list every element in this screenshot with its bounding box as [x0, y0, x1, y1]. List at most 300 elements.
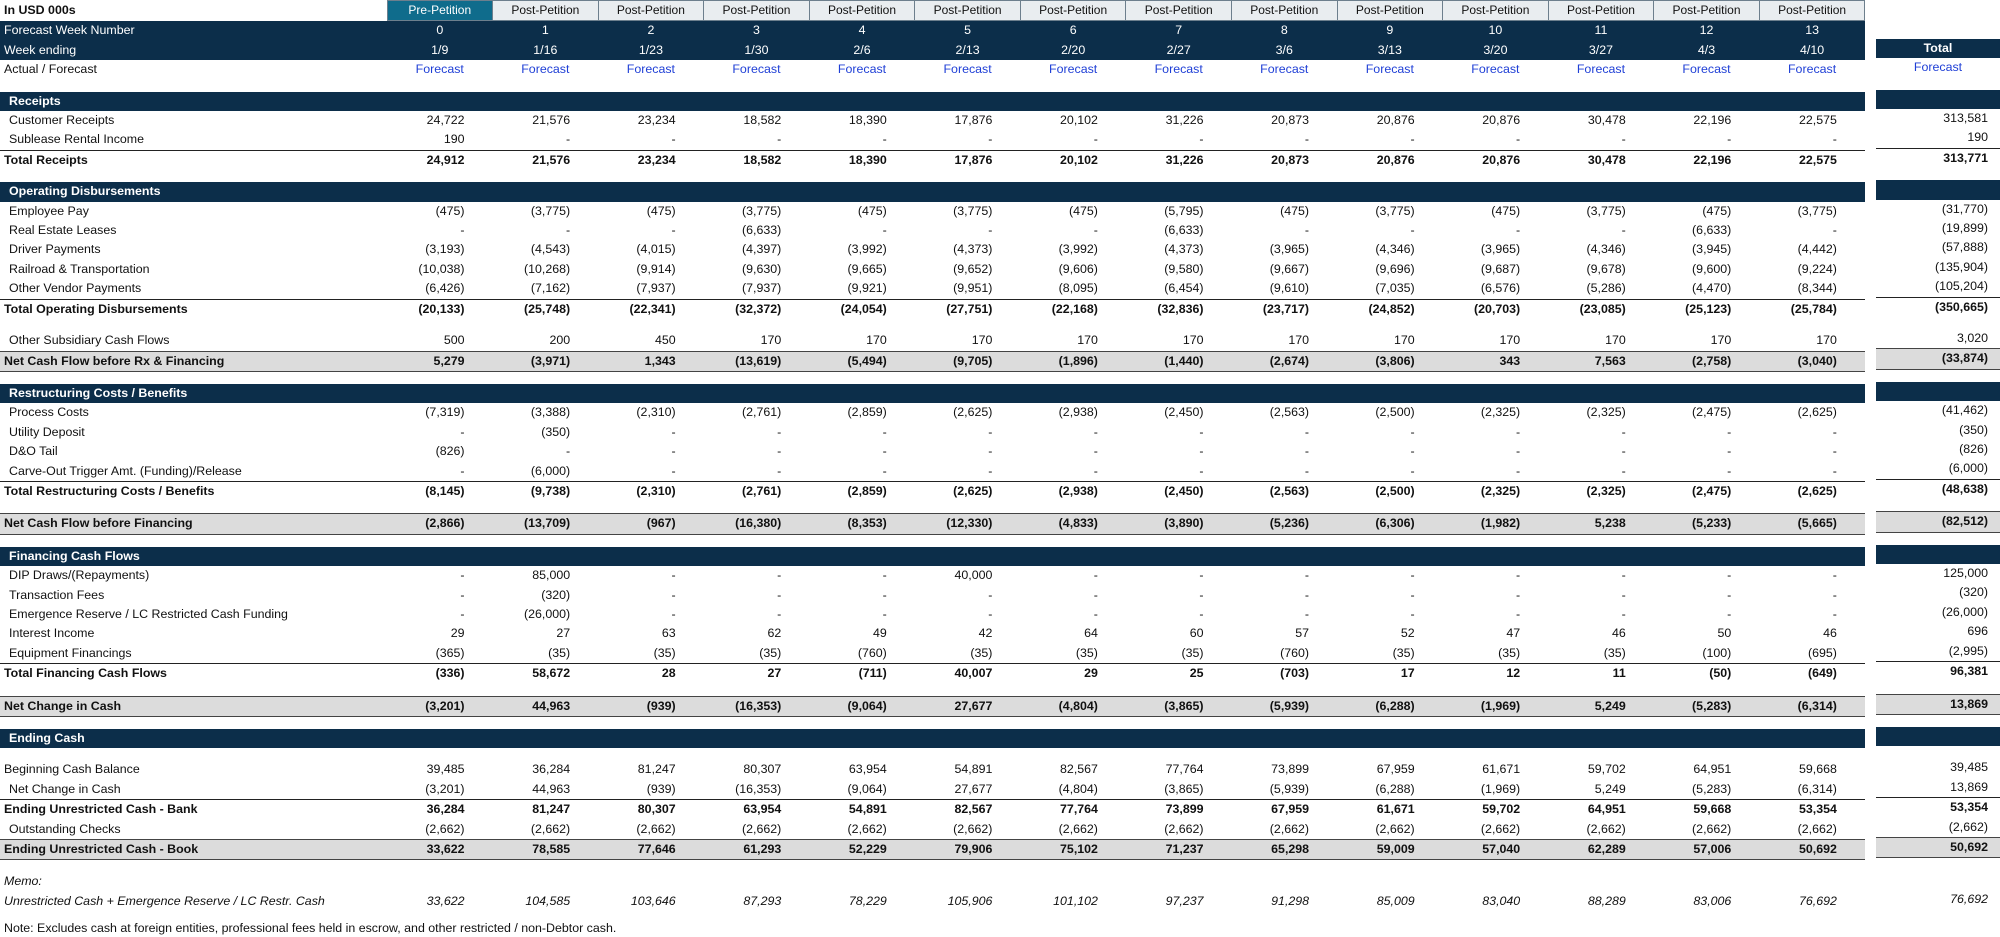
line-item-value: 31,226 [1165, 113, 1204, 128]
line-item-value: 200 [549, 333, 571, 348]
line-item-value: - [1727, 606, 1732, 621]
total-cell-row [1876, 758, 2000, 777]
week-number: 2 [598, 21, 704, 41]
line-item-value: - [988, 444, 993, 459]
line-item-value: (4,397) [741, 242, 782, 257]
section-title: Ending Cash [0, 729, 387, 748]
line-item-value: - [1727, 587, 1732, 602]
line-item-value: - [1093, 444, 1098, 459]
line-item-value: (3,775) [530, 203, 571, 218]
line-item-value: (2,625) [915, 481, 1021, 501]
line-item-value: - [565, 223, 571, 238]
line-item-value: (2,662) [1586, 821, 1626, 836]
line-item-value: 85,009 [1376, 893, 1415, 908]
period-status: Post-Petition [598, 1, 704, 21]
spacer-cell [0, 501, 1865, 514]
week-ending: 2/20 [1020, 41, 1126, 60]
line-item-value: - [777, 606, 782, 621]
line-item-value: (4,804) [1020, 696, 1126, 716]
line-item-value: - [1199, 568, 1204, 583]
line-item-value: - [460, 223, 465, 238]
spacer-cell [0, 860, 1865, 873]
line-item-value: 7,563 [1548, 351, 1654, 371]
line-item-value [915, 384, 1021, 403]
line-item-value: - [1199, 587, 1204, 602]
line-item-value: (2,625) [953, 405, 993, 420]
line-item-value: 82,567 [1060, 762, 1098, 777]
total-cell-row [1876, 727, 2000, 746]
line-item-value: (475) [1280, 203, 1310, 218]
week-number: 3 [704, 21, 810, 41]
line-item-label: Net Cash Flow before Rx & Financing [0, 351, 387, 371]
line-item-value [1337, 872, 1443, 891]
line-item-row [0, 111, 1865, 130]
line-item-value: 170 [1710, 333, 1732, 348]
week-number: 12 [1654, 21, 1760, 41]
line-item-row [0, 872, 1865, 891]
line-item-value: 170 [1816, 333, 1837, 348]
line-item-value: (3,388) [530, 405, 571, 420]
line-item-value: 30,478 [1587, 113, 1626, 128]
line-item-value: - [1093, 587, 1098, 602]
line-item-value: (7,162) [530, 281, 571, 296]
line-item-total: (57,888) [1941, 240, 1988, 255]
line-item-label: Employee Pay [9, 203, 89, 218]
line-item-value: 22,575 [1759, 150, 1865, 170]
line-item-value: - [1410, 223, 1415, 238]
line-item-value: - [1093, 568, 1098, 583]
line-item-value: 21,576 [493, 150, 599, 170]
line-item-value: (3,775) [741, 203, 782, 218]
line-item-value: - [1621, 444, 1626, 459]
line-item-value: 65,298 [1232, 840, 1338, 860]
line-item-value: (8,344) [1797, 281, 1837, 296]
line-item-value: (2,625) [1797, 405, 1837, 420]
line-item-value: 40,000 [954, 568, 993, 583]
total-cell-row [1876, 778, 2000, 798]
line-item-total: (826) [1959, 442, 1988, 457]
line-item-value: (9,951) [953, 281, 993, 296]
line-item-value: - [1304, 223, 1310, 238]
total-cell-row [1876, 148, 2000, 168]
line-item-value: 33,622 [426, 893, 465, 908]
line-item-label: Transaction Fees [9, 587, 105, 602]
spacer-cell [1876, 858, 2000, 871]
line-item-value: (5,494) [809, 351, 915, 371]
line-item-value [1759, 182, 1865, 201]
line-item-value: - [1304, 444, 1310, 459]
line-item-value: (2,761) [704, 481, 810, 501]
line-item-value: 170 [971, 333, 993, 348]
spacer-row [0, 534, 1865, 547]
line-item-value: (20,133) [387, 299, 493, 319]
period-status: Post-Petition [915, 1, 1021, 21]
line-item-total: 96,381 [1876, 662, 2000, 682]
line-item-value: 17,876 [915, 150, 1021, 170]
line-item-value: (2,758) [1654, 351, 1760, 371]
line-item-total: 13,869 [1950, 779, 1988, 794]
period-status: Post-Petition [1654, 1, 1760, 21]
period-status: Post-Petition [704, 1, 810, 21]
line-item-value: 25 [1126, 664, 1232, 684]
line-item-row [0, 892, 1865, 911]
line-item-value: (9,064) [809, 696, 915, 716]
period-status: Post-Petition [493, 1, 599, 21]
line-item-value [1126, 729, 1232, 748]
line-item-value: (9,606) [1058, 261, 1098, 276]
line-item-value [1548, 384, 1654, 403]
actual-forecast: Forecast [1787, 62, 1837, 77]
total-cell-row [1876, 564, 2000, 583]
line-item-row [0, 260, 1865, 279]
actual-forecast-label: Actual / Forecast [4, 62, 97, 77]
line-item-row [0, 351, 1865, 371]
total-cell-row [1876, 168, 2000, 180]
spacer-row [0, 684, 1865, 697]
line-item-row [0, 442, 1865, 461]
week-number: 7 [1126, 21, 1232, 41]
line-item-value: - [1832, 444, 1837, 459]
line-item-value: 77,764 [1020, 800, 1126, 820]
line-item-value: (22,341) [598, 299, 704, 319]
spacer-cell [1876, 532, 2000, 545]
line-item-value: - [1410, 568, 1415, 583]
total-cell-row [1876, 682, 2000, 695]
line-item-value: 50,692 [1759, 840, 1865, 860]
line-item-value: (365) [435, 645, 465, 660]
line-item-value: 78,229 [848, 893, 887, 908]
line-item-total: 3,020 [1956, 331, 1988, 346]
line-item-value: 170 [866, 333, 887, 348]
line-item-value [704, 872, 810, 891]
actual-forecast: Forecast [1154, 62, 1203, 77]
line-item-value: - [882, 444, 887, 459]
line-item-value: - [1093, 463, 1098, 478]
line-item-value: (2,563) [1269, 405, 1310, 420]
line-item-value: 104,585 [525, 893, 571, 908]
line-item-value [1337, 547, 1443, 566]
spacer-cell [0, 684, 1865, 697]
line-item-value: (2,625) [1759, 481, 1865, 501]
line-item-value [1548, 872, 1654, 891]
line-item-label: Equipment Financings [9, 645, 132, 660]
line-item-value [1654, 92, 1760, 111]
line-item-total [1876, 727, 2000, 746]
line-item-label: Utility Deposit [9, 424, 85, 439]
line-item-value: (5,236) [1232, 514, 1338, 534]
line-item-value: (9,610) [1269, 281, 1310, 296]
line-item-value: 59,702 [1587, 762, 1626, 777]
line-item-value: - [1727, 463, 1732, 478]
line-item-value: 18,390 [809, 150, 915, 170]
line-item-value: (9,667) [1269, 261, 1310, 276]
line-item-value [1443, 182, 1549, 201]
line-item-total: 76,692 [1950, 891, 1988, 906]
line-item-value: (22,168) [1020, 299, 1126, 319]
line-item-value: 81,247 [637, 762, 676, 777]
week-ending: 3/27 [1548, 41, 1654, 60]
line-item-value: 18,582 [704, 150, 810, 170]
spacer-cell [1876, 714, 2000, 727]
line-item-value: (3,865) [1164, 781, 1204, 796]
line-item-value: - [1410, 132, 1415, 147]
line-item-value: (24,852) [1337, 299, 1443, 319]
line-item-value: - [777, 132, 782, 147]
line-item-value [1654, 547, 1760, 566]
total-cell-row [1876, 440, 2000, 459]
line-item-value: (5,939) [1269, 781, 1310, 796]
total-cell-row [1876, 603, 2000, 622]
line-item-value: (6,633) [1164, 223, 1204, 238]
line-item-value: (3,806) [1337, 351, 1443, 371]
line-item-value [809, 729, 915, 748]
line-item-value [493, 92, 599, 111]
period-status: Post-Petition [1020, 1, 1126, 21]
line-item-value [915, 547, 1021, 566]
line-item-value: 91,298 [1271, 893, 1310, 908]
line-item-value: - [1093, 223, 1098, 238]
line-item-value: (3,992) [1058, 242, 1098, 257]
line-item-value: (3,193) [425, 242, 465, 257]
week-number: 11 [1548, 21, 1654, 41]
week-number: 6 [1020, 21, 1126, 41]
line-item-value: 21,576 [532, 113, 571, 128]
total-cell-row [1876, 798, 2000, 818]
line-item-value: 79,906 [915, 840, 1021, 860]
line-item-total: (350,665) [1876, 297, 2000, 317]
line-item-value: - [460, 568, 465, 583]
line-item-value: (5,939) [1232, 696, 1338, 716]
total-header: Total [1876, 39, 2000, 58]
line-item-value: 20,876 [1443, 150, 1549, 170]
actual-forecast: Forecast [1576, 62, 1626, 77]
line-item-value: (2,325) [1480, 405, 1521, 420]
week-ending-label: Week ending [0, 41, 387, 60]
line-item-value: (4,015) [636, 242, 676, 257]
line-item-value: 52,229 [809, 840, 915, 860]
spacer-row [0, 501, 1865, 514]
line-item-value: 17,876 [954, 113, 993, 128]
line-item-value: - [882, 568, 887, 583]
line-item-value: (8,095) [1058, 281, 1098, 296]
line-item-value: - [1621, 424, 1626, 439]
line-item-total: (135,904) [1934, 259, 1988, 274]
line-item-label: Net Change in Cash [0, 696, 387, 716]
line-item-value: - [777, 444, 782, 459]
line-item-value: (3,965) [1269, 242, 1310, 257]
total-cell-row [1876, 349, 2000, 369]
line-item-value [1443, 729, 1549, 748]
line-item-value: 29 [1020, 664, 1126, 684]
spacer-row [0, 170, 1865, 182]
line-item-value: - [1621, 463, 1626, 478]
spacer-cell [0, 534, 1865, 547]
line-item-value: (3,201) [387, 696, 493, 716]
line-item-value: (6,576) [1480, 281, 1521, 296]
spacer-row [0, 319, 1865, 331]
line-item-value: 58,672 [493, 664, 599, 684]
line-item-value: 190 [443, 132, 465, 147]
line-item-value [387, 729, 493, 748]
total-cell-row [1876, 277, 2000, 297]
line-item-value: (4,470) [1692, 281, 1732, 296]
line-item-total: (19,899) [1941, 221, 1988, 235]
line-item-value: (760) [857, 645, 887, 660]
line-item-value: 5,249 [1548, 696, 1654, 716]
line-item-total: 39,485 [1950, 760, 1988, 775]
line-item-value: (2,938) [1020, 481, 1126, 501]
line-item-value [704, 182, 810, 201]
line-item-value: 52 [1400, 626, 1415, 641]
line-item-value: - [1832, 463, 1837, 478]
line-item-value: 36,284 [532, 762, 571, 777]
line-item-value: (7,937) [741, 281, 782, 296]
line-item-value: (475) [1491, 203, 1521, 218]
line-item-value: 28 [598, 664, 704, 684]
line-item-value: (4,373) [953, 242, 993, 257]
period-status: Pre-Petition [387, 1, 493, 21]
week-ending: 2/6 [809, 41, 915, 60]
week-ending: 2/27 [1126, 41, 1232, 60]
line-item-value: (9,678) [1586, 261, 1626, 276]
line-item-value: 80,307 [598, 800, 704, 820]
line-item-value [1020, 92, 1126, 111]
line-item-value: (6,454) [1164, 281, 1204, 296]
line-item-value: (703) [1232, 664, 1338, 684]
line-item-value: - [988, 587, 993, 602]
line-item-value: (2,563) [1232, 481, 1338, 501]
line-item-value: 170 [760, 333, 782, 348]
line-item-value: (3,201) [425, 781, 465, 796]
line-item-value: (2,325) [1443, 481, 1549, 501]
line-item-value: (6,314) [1759, 696, 1865, 716]
total-forecast: Forecast [1913, 60, 1963, 75]
line-item-value: 85,000 [532, 568, 571, 583]
line-item-value [809, 92, 915, 111]
line-item-value [1337, 384, 1443, 403]
line-item-value: (6,633) [1692, 223, 1732, 238]
line-item-value: (2,662) [1797, 821, 1837, 836]
line-item-value: 57,040 [1443, 840, 1549, 860]
line-item-value: - [460, 463, 465, 478]
line-item-value [493, 384, 599, 403]
line-item-label: Net Cash Flow before Financing [0, 514, 387, 534]
line-item-value: 20,876 [1482, 113, 1521, 128]
line-item-value: 47 [1506, 626, 1521, 641]
line-item-value: (13,709) [493, 514, 599, 534]
line-item-value: (35) [653, 645, 676, 660]
line-item-total [1876, 545, 2000, 564]
line-item-value: 30,478 [1548, 150, 1654, 170]
line-item-value: (1,969) [1480, 781, 1521, 796]
footnote: Note: Excludes cash at foreign entities, professional fees held in escrow, and other restricted / non-Debtor cash. [4, 921, 617, 935]
total-cell-row [1876, 219, 2000, 238]
line-item-value [1232, 384, 1338, 403]
total-blank-row [1876, 0, 2000, 19]
line-item-value: - [1621, 223, 1626, 238]
line-item-value [387, 182, 493, 201]
total-cell-row [1876, 890, 2000, 909]
line-item-value: 11 [1548, 664, 1654, 684]
line-item-value: - [565, 444, 571, 459]
line-item-value: 27,677 [915, 696, 1021, 716]
line-item-value: (1,969) [1443, 696, 1549, 716]
spacer-cell [0, 717, 1865, 730]
line-item-value: (26,000) [523, 606, 571, 621]
line-item-value: 5,238 [1548, 514, 1654, 534]
line-item-label: Unrestricted Cash + Emergence Reserve / LC Restr. Cash [4, 893, 325, 908]
line-item-value [704, 547, 810, 566]
line-item-row [0, 624, 1865, 643]
line-item-value: (2,662) [1164, 821, 1204, 836]
line-item-value: (9,696) [1375, 261, 1415, 276]
line-item-value: 17 [1337, 664, 1443, 684]
line-item-value: (9,687) [1480, 261, 1521, 276]
line-item-value: (2,674) [1232, 351, 1338, 371]
line-item-value: 42 [978, 626, 993, 641]
line-item-value: - [1304, 424, 1310, 439]
line-item-row [0, 423, 1865, 442]
line-item-value: (50) [1654, 664, 1760, 684]
line-item-value: - [988, 132, 993, 147]
line-item-value: - [1832, 568, 1837, 583]
line-item-value: (3,040) [1759, 351, 1865, 371]
line-item-value: (2,325) [1586, 405, 1626, 420]
line-item-value: (8,145) [387, 481, 493, 501]
line-item-value: (3,965) [1480, 242, 1521, 257]
line-item-value: (3,945) [1692, 242, 1732, 257]
total-cell-row [1876, 642, 2000, 662]
line-item-value: 18,582 [743, 113, 782, 128]
line-item-value: 63,954 [704, 800, 810, 820]
line-item-value: (9,652) [953, 261, 993, 276]
total-cell-row [1876, 238, 2000, 257]
line-item-value: 500 [443, 333, 465, 348]
total-cell-row [1876, 90, 2000, 109]
line-item-value: 23,234 [598, 150, 704, 170]
line-item-value: - [1832, 424, 1837, 439]
line-item-value: (2,662) [425, 821, 465, 836]
line-item-value: (4,442) [1797, 242, 1837, 257]
week-number: 4 [809, 21, 915, 41]
line-item-value: 5,249 [1594, 781, 1626, 796]
line-item-value: (6,000) [530, 463, 571, 478]
actual-forecast: Forecast [521, 62, 570, 77]
line-item-value: (23,085) [1548, 299, 1654, 319]
total-cell-row [1876, 622, 2000, 641]
line-item-value [1126, 384, 1232, 403]
line-item-total: (2,662) [1948, 819, 1988, 834]
line-item-label: Carve-Out Trigger Amt. (Funding)/Release [9, 463, 242, 478]
line-item-value: (1,896) [1020, 351, 1126, 371]
actual-forecast: Forecast [1260, 62, 1309, 77]
line-item-value: 76,692 [1798, 893, 1837, 908]
line-item-value: (2,662) [1375, 821, 1415, 836]
spacer-row [0, 717, 1865, 730]
line-item-value: (336) [387, 664, 493, 684]
line-item-value: 80,307 [743, 762, 782, 777]
line-item-value: 67,959 [1232, 800, 1338, 820]
week-number: 9 [1337, 21, 1443, 41]
line-item-label: Other Subsidiary Cash Flows [9, 333, 170, 348]
line-item-value: (9,665) [847, 261, 887, 276]
week-number: 5 [915, 21, 1021, 41]
line-item-value [1759, 729, 1865, 748]
week-ending: 2/13 [915, 41, 1021, 60]
total-cell-row [1876, 421, 2000, 440]
line-item-value: (9,921) [847, 281, 887, 296]
line-item-value [1232, 547, 1338, 566]
